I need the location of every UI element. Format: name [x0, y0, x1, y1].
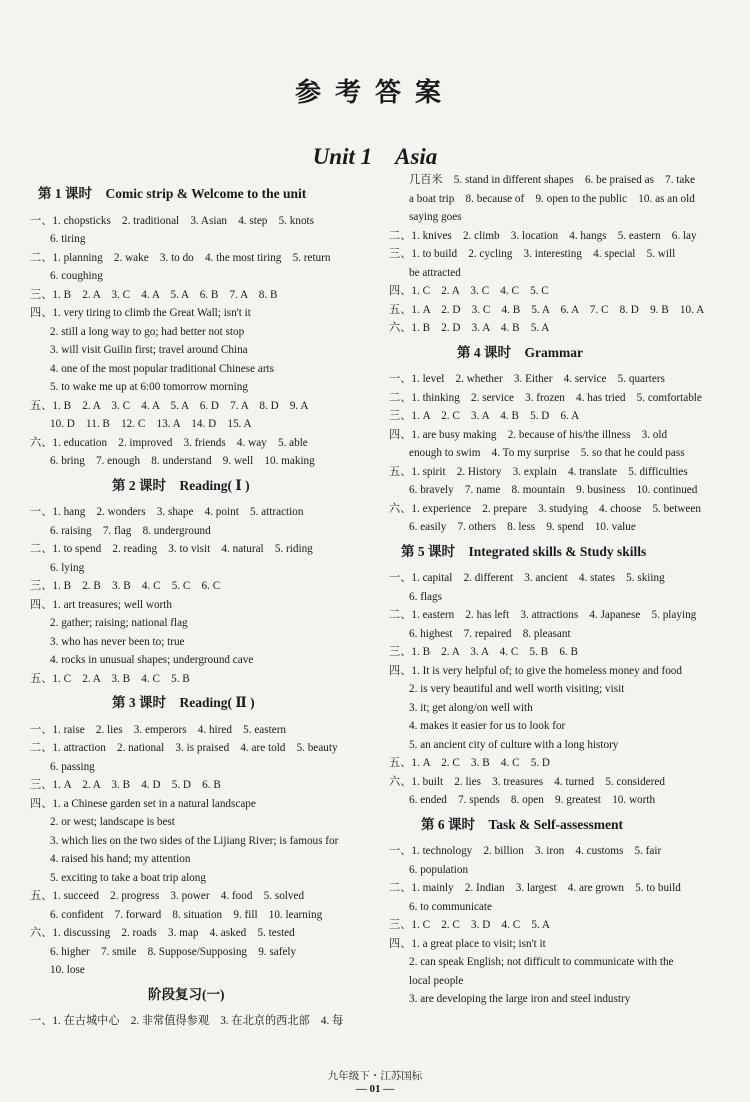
answer-line: 5. to wake me up at 6:00 tomorrow morning	[50, 381, 248, 393]
answer-line: 5. an ancient city of culture with a long history	[409, 738, 619, 751]
answer-line: 一、1. capital 2. different 3. ancient 4. states 5. skiing	[389, 572, 665, 584]
answer-line: local people	[409, 974, 464, 987]
answer-line: 五、1. B 2. A 3. C 4. A 5. A 6. D 7. A 8. D 9. A	[30, 399, 309, 412]
answer-line: 一、1. level 2. whether 3. Either 4. service 5. quarters	[389, 373, 665, 385]
answer-line: 2. still a long way to go; had better not stop	[50, 325, 245, 338]
answer-line: 二、1. eastern 2. has left 3. attractions 4. Japanese 5. playing	[389, 609, 697, 621]
answer-line: 二、1. attraction 2. national 3. is praised 4. are told 5. beauty	[30, 742, 338, 754]
answer-line: 三、1. to build 2. cycling 3. interesting 4. special 5. will	[389, 248, 676, 260]
section-heading: 第 5 课时 Integrated skills & Study skills	[401, 543, 647, 559]
page-number: — 01 —	[355, 1083, 395, 1095]
answer-line: 3. it; get along/on well with	[409, 701, 533, 714]
answer-line: 2. can speak English; not difficult to communicate with the	[409, 956, 674, 968]
answer-line: 二、1. planning 2. wake 3. to do 4. the most tiring 5. return	[30, 251, 331, 264]
answer-line: 三、1. C 2. C 3. D 4. C 5. A	[389, 919, 550, 931]
answer-line: 6. flags	[409, 590, 442, 603]
answer-line: 10. lose	[50, 964, 85, 976]
answer-line: 三、1. B 2. A 3. C 4. A 5. A 6. B 7. A 8. B	[30, 288, 278, 301]
answer-line: 五、1. A 2. D 3. C 4. B 5. A 6. A 7. C 8. D 9. B 10. A	[389, 303, 705, 316]
answer-line: 5. exciting to take a boat trip along	[50, 871, 206, 884]
answer-line: 6. raising 7. flag 8. underground	[50, 524, 211, 537]
answer-line: 6. bring 7. enough 8. understand 9. well 10. making	[50, 455, 315, 467]
answer-line: saying goes	[409, 211, 462, 223]
answer-line: 4. one of the most popular traditional Chinese arts	[50, 362, 275, 375]
answer-line: 6. bravely 7. name 8. mountain 9. business 10. continued	[409, 484, 698, 496]
answer-line: 一、1. technology 2. billion 3. iron 4. customs 5. fair	[389, 845, 662, 857]
answer-line: 六、1. education 2. improved 3. friends 4. way 5. able	[30, 436, 308, 449]
answer-line: 10. D 11. B 12. C 13. A 14. D 15. A	[50, 418, 252, 430]
answer-line: 二、1. to spend 2. reading 3. to visit 4. natural 5. riding	[30, 543, 313, 555]
answer-line: 六、1. B 2. D 3. A 4. B 5. A	[389, 322, 550, 334]
section-heading: 阶段复习(一)	[148, 986, 225, 1002]
answer-line: 二、1. mainly 2. Indian 3. largest 4. are grown 5. to build	[389, 882, 681, 894]
section-heading: 第 3 课时 Reading( Ⅱ )	[112, 695, 255, 710]
answer-line: 五、1. spirit 2. History 3. explain 4. translate 5. difficulties	[389, 465, 688, 478]
answer-line: 四、1. art treasures; well worth	[30, 598, 172, 611]
answer-line: 6. ended 7. spends 8. open 9. greatest 10. worth	[409, 794, 656, 806]
section-heading: 第 4 课时 Grammar	[457, 344, 583, 360]
answer-line: 6. confident 7. forward 8. situation 9. fill 10. learning	[50, 908, 323, 921]
answer-line: 四、1. C 2. A 3. C 4. C 5. C	[389, 285, 549, 297]
answer-line: 四、1. very tiring to climb the Great Wall; isn't it	[30, 307, 251, 319]
answer-line: enough to swim 4. To my surprise 5. so that he could pass	[409, 447, 685, 459]
answer-line: 二、1. thinking 2. service 3. frozen 4. has tried 5. comfortable	[389, 391, 702, 404]
section-heading: 第 1 课时 Comic strip & Welcome to the unit	[38, 186, 307, 201]
answer-line: 2. is very beautiful and well worth visiting; visit	[409, 683, 625, 695]
answer-line: 二、1. knives 2. climb 3. location 4. hangs 5. eastern 6. lay	[389, 229, 697, 242]
answer-line: 三、1. A 2. A 3. B 4. D 5. D 6. B	[30, 779, 221, 791]
answer-line: 四、1. a Chinese garden set in a natural landscape	[30, 797, 256, 810]
answer-line: 一、1. hang 2. wonders 3. shape 4. point 5. attraction	[30, 506, 304, 518]
answer-line: 6. easily 7. others 8. less 9. spend 10. value	[409, 521, 636, 533]
answer-line: 4. raised his hand; my attention	[50, 853, 191, 865]
answer-line: a boat trip 8. because of 9. open to the public 10. as an old	[409, 192, 695, 205]
answer-line: 几百米 5. stand in different shapes 6. be praised as 7. take	[409, 174, 695, 186]
answer-line: 四、1. a great place to visit; isn't it	[389, 937, 546, 950]
answer-line: 3. who has never been to; true	[50, 635, 185, 648]
answer-line: 6. higher 7. smile 8. Suppose/Supposing 9. safely	[50, 945, 297, 958]
answer-line: 五、1. A 2. C 3. B 4. C 5. D	[389, 757, 550, 769]
answer-line: 三、1. A 2. C 3. A 4. B 5. D 6. A	[389, 410, 580, 422]
answer-line: 4. rocks in unusual shapes; underground cave	[50, 654, 254, 666]
answer-line: 6. population	[409, 863, 469, 876]
section-heading: 第 6 课时 Task & Self-assessment	[421, 816, 624, 832]
answer-line: 3. will visit Guilin first; travel around China	[50, 344, 248, 356]
unit-title: Unit 1 Asia	[312, 144, 438, 169]
answer-line: 2. or west; landscape is best	[50, 816, 175, 828]
answer-line: 六、1. built 2. lies 3. treasures 4. turned 5. considered	[389, 775, 665, 788]
footer-grade: 九年级下・江苏国标	[327, 1071, 423, 1082]
answer-line: 四、1. It is very helpful of; to give the homeless money and food	[389, 664, 682, 677]
answer-line: 6. passing	[50, 760, 95, 773]
answer-line: 6. to communicate	[409, 900, 492, 913]
answer-line: 3. which lies on the two sides of the Lijiang River; is famous for	[50, 834, 339, 847]
answer-line: 四、1. are busy making 2. because of his/the illness 3. old	[389, 428, 668, 441]
answer-line: 4. makes it easier for us to look for	[409, 720, 566, 732]
answer-line: 一、1. 在古城中心 2. 非常值得参观 3. 在北京的西北部 4. 每	[30, 1015, 344, 1027]
answer-line: 6. coughing	[50, 270, 103, 282]
answer-line: 六、1. experience 2. prepare 3. studying 4. choose 5. between	[389, 502, 701, 515]
page-title: 参考答案	[294, 78, 455, 108]
answer-line: 2. gather; raising; national flag	[50, 617, 188, 629]
answer-line: 3. are developing the large iron and steel industry	[409, 993, 631, 1005]
answer-line: 六、1. discussing 2. roads 3. map 4. asked 5. tested	[30, 927, 295, 939]
answer-line: 6. lying	[50, 561, 85, 574]
answer-line: 6. highest 7. repaired 8. pleasant	[409, 627, 571, 640]
answer-line: 五、1. succeed 2. progress 3. power 4. food 5. solved	[30, 890, 305, 902]
answer-line: be attracted	[409, 266, 461, 279]
answer-line: 一、1. raise 2. lies 3. emperors 4. hired 5. eastern	[30, 723, 287, 736]
answer-line: 6. tiring	[50, 233, 86, 245]
answer-line: 一、1. chopsticks 2. traditional 3. Asian 4. step 5. knots	[30, 214, 315, 227]
answer-line: 三、1. B 2. B 3. B 4. C 5. C 6. C	[30, 580, 221, 592]
section-heading: 第 2 课时 Reading( Ⅰ )	[112, 477, 250, 493]
answer-line: 五、1. C 2. A 3. B 4. C 5. B	[30, 672, 190, 685]
answer-line: 三、1. B 2. A 3. A 4. C 5. B 6. B	[389, 646, 578, 658]
